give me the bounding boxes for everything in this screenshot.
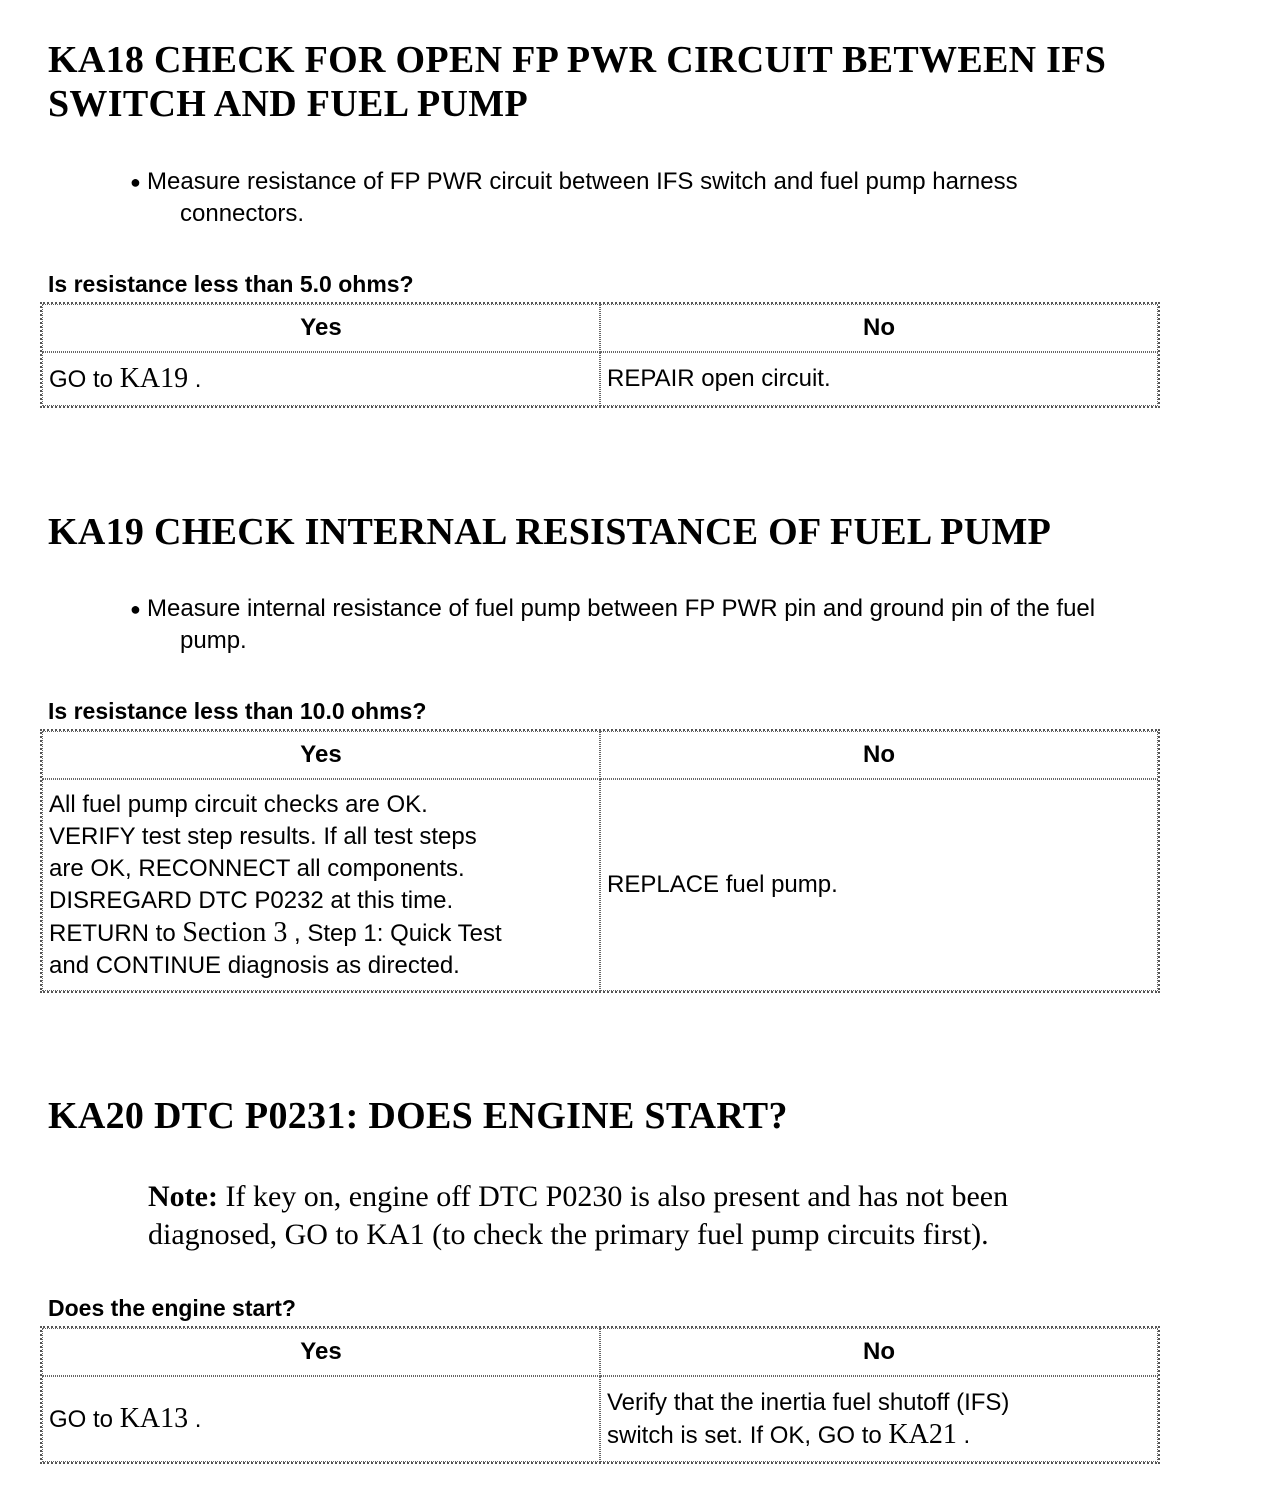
yes-line: and CONTINUE diagnosis as directed.	[49, 951, 460, 979]
no-line: Verify that the inertia fuel shutoff (IFS)	[607, 1388, 1010, 1416]
yes-line: All fuel pump circuit checks are OK.	[49, 790, 428, 818]
answer-table	[40, 729, 1160, 993]
no-header: No	[600, 304, 1158, 352]
yes-text: GO to	[49, 1405, 120, 1433]
yes-line: DISREGARD DTC P0232 at this time.	[49, 886, 454, 914]
answer-table	[40, 1326, 1160, 1464]
no-cell: REPAIR open circuit.	[600, 352, 1158, 406]
no-text-suffix: .	[956, 1421, 971, 1449]
table-header-row	[42, 1328, 1158, 1376]
note-block	[148, 1178, 1158, 1254]
note-label: Note:	[148, 1180, 218, 1213]
question-label: Is resistance less than 10.0 ohms?	[48, 698, 427, 724]
answer-table	[40, 302, 1160, 408]
question-label: Is resistance less than 5.0 ohms?	[48, 271, 414, 297]
bullet-text: Measure internal resistance of fuel pump between FP PWR pin and ground pin of the fuel	[147, 595, 1096, 622]
yes-cell	[42, 1376, 600, 1462]
table-header-row	[42, 304, 1158, 352]
yes-text: RETURN to	[49, 919, 183, 947]
section-title-ka18	[48, 38, 1106, 126]
yes-header: Yes	[42, 731, 600, 779]
note-text: If key on, engine off DTC P0230 is also present and has not been	[217, 1180, 1009, 1213]
bullet-icon: ●	[130, 599, 141, 619]
note-text-continued: diagnosed, GO to KA1 (to check the primary fuel pump circuits first).	[148, 1218, 989, 1251]
step-link[interactable]: KA19	[119, 362, 189, 394]
instruction-bullet	[130, 166, 1260, 230]
question-label: Does the engine start?	[48, 1295, 296, 1321]
table-row	[42, 352, 1158, 406]
bullet-text-continued: connectors.	[180, 200, 305, 227]
no-header: No	[600, 731, 1158, 779]
section-link[interactable]: Section 3	[182, 916, 288, 948]
no-line	[607, 1419, 1151, 1452]
step-link[interactable]: KA13	[119, 1402, 189, 1434]
section-title-ka19: KA19 CHECK INTERNAL RESISTANCE OF FUEL PUMP	[48, 511, 1052, 553]
instruction-bullet	[130, 593, 1260, 657]
table-row	[42, 1376, 1158, 1462]
yes-cell	[42, 779, 600, 991]
no-cell: REPLACE fuel pump.	[600, 779, 1158, 991]
yes-line: VERIFY test step results. If all test steps	[49, 822, 477, 850]
yes-text-suffix: , Step 1: Quick Test	[287, 919, 502, 947]
table-row	[42, 779, 1158, 991]
bullet-icon: ●	[130, 172, 141, 192]
step-link[interactable]: KA21	[888, 1418, 957, 1450]
no-cell	[600, 1376, 1158, 1462]
section-title-line: KA18 CHECK FOR OPEN FP PWR CIRCUIT BETWEEN IFS	[48, 39, 1107, 81]
table-header-row	[42, 731, 1158, 779]
yes-text: GO to	[49, 365, 120, 393]
bullet-text: Measure resistance of FP PWR circuit between IFS switch and fuel pump harness	[147, 168, 1018, 195]
yes-header: Yes	[42, 304, 600, 352]
yes-header: Yes	[42, 1328, 600, 1376]
section-title-line: SWITCH AND FUEL PUMP	[48, 83, 528, 125]
section-title-ka20: KA20 DTC P0231: DOES ENGINE START?	[48, 1095, 788, 1137]
yes-line	[49, 917, 593, 950]
no-header: No	[600, 1328, 1158, 1376]
yes-line: are OK, RECONNECT all components.	[49, 854, 465, 882]
yes-cell	[42, 352, 600, 406]
no-text: switch is set. If OK, GO to	[607, 1421, 889, 1449]
yes-text-suffix: .	[188, 1405, 202, 1433]
yes-text-suffix: .	[188, 365, 202, 393]
bullet-text-continued: pump.	[180, 627, 247, 654]
